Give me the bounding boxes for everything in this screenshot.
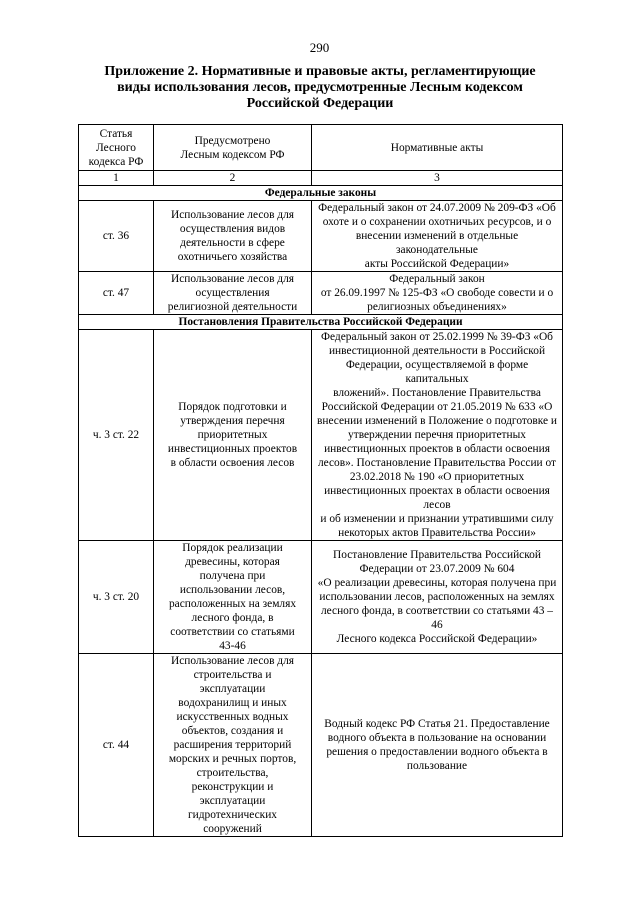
section-heading-row — [79, 186, 563, 201]
provided-cell — [154, 541, 312, 654]
text-line: религиозной деятельности — [167, 301, 298, 313]
text-line: соответствии со статьями — [170, 626, 295, 638]
text-line: религиозных объединениях» — [367, 301, 507, 313]
text-line: Предусмотрено — [194, 134, 271, 147]
text-line: инвестиционных проектов в области освоения — [324, 443, 550, 455]
text-line: Федерации от 23.07.2009 № 604 — [359, 563, 515, 575]
text-line: Постановление Правительства Российской — [333, 549, 541, 561]
title-line: Приложение 2. Нормативные и правовые акты, регламентирующие — [104, 64, 536, 79]
table-row — [79, 201, 563, 272]
text-line: Лесным кодексом РФ — [180, 148, 285, 161]
column-numbers-row — [79, 171, 563, 186]
text-line: инвестиционных проектах в области освоения лесов — [324, 485, 550, 511]
text-line: решения о предоставлении водного объекта в — [326, 746, 548, 758]
text-line: строительства и — [193, 669, 272, 681]
text-line: Использование лесов для — [170, 655, 295, 667]
text-line: морских и речных портов, — [168, 753, 297, 765]
text-line: Порядок реализации — [182, 542, 283, 554]
text-line: реконструкции и — [191, 781, 274, 793]
text-line: гидротехнических — [187, 809, 278, 821]
table-row — [79, 330, 563, 541]
normative-acts-table — [78, 124, 563, 837]
text-line: инвестиционной деятельности в Российской — [328, 345, 546, 357]
page-number: 290 — [309, 40, 330, 55]
header-article — [79, 125, 154, 171]
article-cell: ч. 3 ст. 20 — [79, 541, 154, 654]
text-line: Статья — [99, 127, 133, 140]
text-line: водохранилищ и иных — [178, 697, 287, 709]
column-number: 3 — [312, 171, 563, 186]
text-line: вложений». Постановление Правительства — [333, 387, 541, 399]
text-line: Нормативные акты — [390, 141, 484, 154]
section-heading-row — [79, 315, 563, 330]
text-line: лесов». Постановление Правительства России от — [317, 457, 557, 469]
acts-cell — [312, 654, 563, 837]
text-line: деятельности в сфере — [180, 237, 285, 249]
text-line: утверждения перечня — [180, 415, 285, 427]
text-line: эксплуатации — [199, 795, 266, 807]
text-line: некоторых актов Правительства России» — [338, 527, 536, 539]
table-header-row — [79, 125, 563, 171]
table-row — [79, 272, 563, 315]
text-line: инвестиционных проектов — [167, 443, 298, 455]
text-line: Российской Федерации от 21.05.2019 № 633 «О — [321, 401, 553, 413]
text-line: лесного фонда, в — [191, 612, 274, 624]
provided-cell — [154, 330, 312, 541]
table-row — [79, 654, 563, 837]
acts-cell — [312, 330, 563, 541]
text-line: «О реализации древесины, которая получена при — [317, 577, 557, 589]
text-line: Водный кодекс РФ Статья 21. Предоставление — [324, 718, 550, 730]
text-line: Федеральный закон от 25.02.1999 № 39-ФЗ «Об — [321, 331, 553, 343]
text-line: водного объекта в пользование на основании — [327, 732, 547, 744]
text-line: Федерации, осуществляемой в форме капитальных — [345, 359, 529, 385]
article-cell: ст. 44 — [79, 654, 154, 837]
text-line: Порядок подготовки и — [178, 401, 287, 413]
table-row — [79, 541, 563, 654]
column-number: 2 — [154, 171, 312, 186]
text-line: охотничьего хозяйства — [177, 251, 288, 263]
text-line: использовании лесов, — [179, 584, 286, 596]
text-line: строительства, — [196, 767, 269, 779]
text-line: внесении изменений в отдельные законодательные — [355, 230, 519, 256]
text-line: Федеральный закон — [389, 273, 485, 285]
text-line: расширения территорий — [173, 739, 292, 751]
article-cell: ст. 36 — [79, 201, 154, 272]
text-line: осуществления видов — [179, 223, 286, 235]
text-line: акты Российской Федерации» — [364, 258, 510, 270]
title-line: виды использования лесов, предусмотренные Лесным кодексом — [117, 80, 523, 95]
column-number: 1 — [79, 171, 154, 186]
text-line: от 26.09.1997 № 125-ФЗ «О свободе совести и о — [320, 287, 554, 299]
provided-cell — [154, 201, 312, 272]
text-line: осуществления — [195, 287, 270, 299]
section-heading: Федеральные законы — [79, 186, 563, 201]
provided-cell — [154, 654, 312, 837]
text-line: приоритетных — [197, 429, 268, 441]
text-line: Лесного — [96, 141, 136, 154]
acts-cell — [312, 272, 563, 315]
text-line: искусственных водных — [176, 711, 289, 723]
text-line: лесного фонда, в соответствии со статьями 43 – 46 — [321, 605, 553, 631]
text-line: расположенных на землях — [168, 598, 297, 610]
text-line: 43-46 — [219, 640, 246, 652]
header-acts — [312, 125, 563, 171]
acts-cell — [312, 541, 563, 654]
text-line: кодекса РФ — [88, 155, 144, 168]
text-line: охоте и о сохранении охотничьих ресурсов, и о — [322, 216, 552, 228]
text-line: Федеральный закон от 24.07.2009 № 209-ФЗ «Об — [318, 202, 556, 214]
text-line: Использование лесов для — [170, 273, 295, 285]
text-line: эксплуатации — [199, 683, 266, 695]
text-line: пользование — [406, 760, 468, 772]
article-cell: ст. 47 — [79, 272, 154, 315]
section-heading: Постановления Правительства Российской Федерации — [79, 315, 563, 330]
text-line: Лесного кодекса Российской Федерации» — [336, 633, 538, 645]
acts-cell — [312, 201, 563, 272]
text-line: 23.02.2018 № 190 «О приоритетных — [349, 471, 525, 483]
text-line: сооружений — [203, 823, 262, 835]
text-line: объектов, создания и — [181, 725, 284, 737]
text-line: в области освоения лесов — [170, 457, 295, 469]
provided-cell — [154, 272, 312, 315]
header-provided — [154, 125, 312, 171]
text-line: Использование лесов для — [170, 209, 295, 221]
article-cell: ч. 3 ст. 22 — [79, 330, 154, 541]
text-line: и об изменении и признании утратившими силу — [320, 513, 554, 525]
text-line: внесении изменений в Положение о подготовке и — [316, 415, 558, 427]
text-line: использовании лесов, расположенных на землях — [319, 591, 555, 603]
text-line: древесины, которая — [185, 556, 280, 568]
text-line: получена при — [199, 570, 266, 582]
text-line: утверждении перечня приоритетных — [348, 429, 526, 441]
document-title — [90, 64, 550, 112]
title-line: Российской Федерации — [246, 96, 394, 111]
